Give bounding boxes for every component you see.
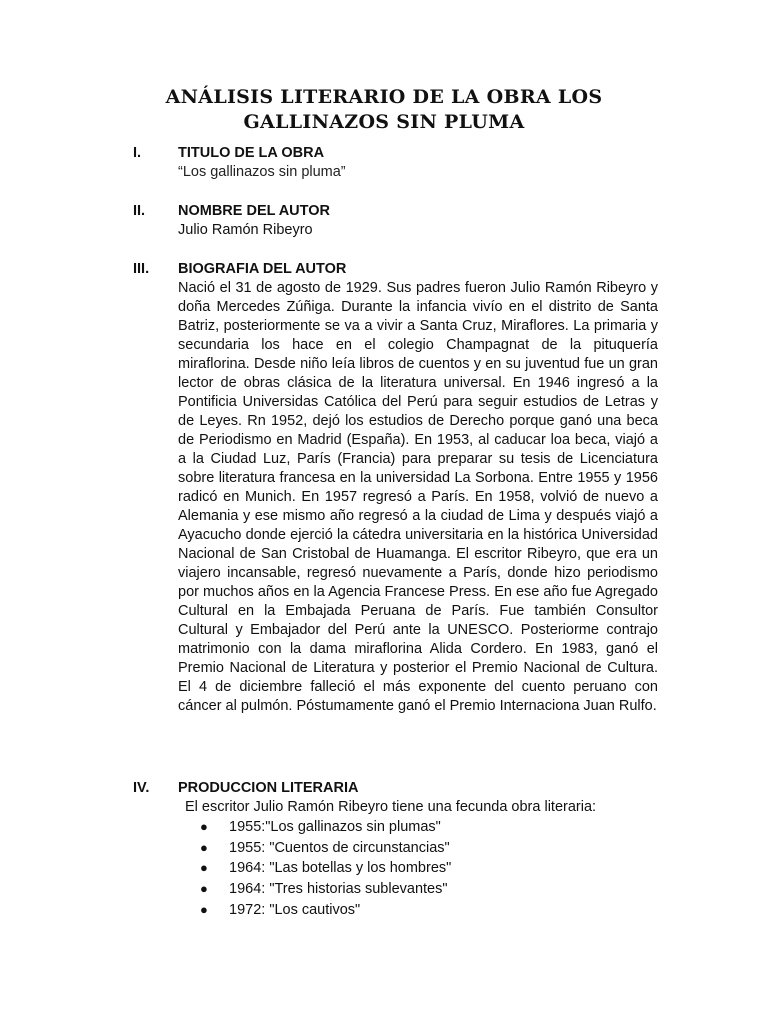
works-list: [178, 817, 658, 921]
work-entry: 1955:"Los gallinazos sin plumas": [229, 819, 441, 835]
bullet-icon: ●: [200, 901, 208, 917]
bullet-icon: ●: [200, 860, 208, 876]
list-item: [200, 900, 658, 921]
work-entry: 1964: "Las botellas y los hombres": [229, 860, 452, 877]
section-number: III.: [133, 261, 150, 277]
work-entry: 1955: "Cuentos de circunstancias": [229, 839, 450, 856]
bullet-icon: ●: [200, 819, 208, 834]
bullet-icon: ●: [200, 881, 208, 897]
biography-paragraph: Nació el 31 de agosto de 1929. Sus padres fueron Julio Ramón Ribeyro y doña Mercedes Zúñiga. Durante la infancia vivío en el distrito de Santa Batriz, posteriormente se va a vivir a Santa Cruz, Miraflores. La primaria y secundaria los hace en el colegio Champagnat de la pituquería miraflorina. Desde niño leía libros de cuentos y en su juventud fue un gran lector de obras clásica de la literatura universal. En 1946 ingresó a la Pontificia Universidas Católica del Perú para seguir estudios de Letras y de Leyes. Rn 1952, dejó los estudios de Derecho porque ganó una beca de Periodismo en Madrid (España). En 1953, al caducar loa beca, viajó a a la Ciudad Luz, París (Francia) para preparar su tesis de Licenciatura sobre literatura francesa en la universidad La Sorbona. Entre 1955 y 1956 radicó en Munich. En 1957 regresó a París. En 1958, volvió de nuevo a Alemania y ese mismo año regresó a la ciudad de Lima y después viajó a Ayacucho donde ejerció la cátedra universitaria en la histórica Universidad Nacional de San Cristobal de Huamanga. El escritor Ribeyro, que era un viajero incansable, regresó nuevamente a París, donde hizo periodismo por muchos años en la Agencia Francese Press. En ese año fue Agregado Cultural en la Embajada Peruana de París. Fue también Consultor Cultural y Embajador del Perú ante la UNESCO. Posteriorme contrajo matrimonio con la dama miraflorina Alida Cordero. En 1983, ganó el Premio Nacional de Literatura y posterior el Premio Nacional de Cultura. El 4 de diciembre falleció el más exponente del cuento peruano con cáncer al pulmón. Póstumamente ganó el Premio Internaciona Juan Rulfo.: [178, 280, 658, 714]
document-title: ANÁLISIS LITERARIO DE LA OBRA LOS GALLINAZOS SIN PLUMA: [165, 86, 603, 133]
list-item: [200, 858, 658, 879]
work-entry: 1964: "Tres historias sublevantes": [229, 881, 448, 898]
section-heading: BIOGRAFIA DEL AUTOR: [178, 261, 347, 277]
author-name-text: Julio Ramón Ribeyro: [178, 222, 313, 238]
section-number: I.: [133, 145, 142, 161]
work-title-text: “Los gallinazos sin pluma”: [178, 164, 346, 180]
section-heading: NOMBRE DEL AUTOR: [178, 203, 330, 219]
bullet-icon: ●: [200, 839, 208, 855]
list-item: [200, 838, 658, 859]
section-number: II.: [133, 203, 146, 219]
section-heading: TITULO DE LA OBRA: [178, 145, 325, 161]
list-item: [200, 817, 658, 838]
section-number: IV.: [133, 780, 150, 796]
production-intro: El escritor Julio Ramón Ribeyro tiene una fecunda obra literaria:: [185, 799, 597, 815]
list-item: [200, 879, 658, 900]
work-entry: 1972: "Los cautivos": [229, 901, 361, 918]
section-heading: PRODUCCION LITERARIA: [178, 780, 359, 796]
